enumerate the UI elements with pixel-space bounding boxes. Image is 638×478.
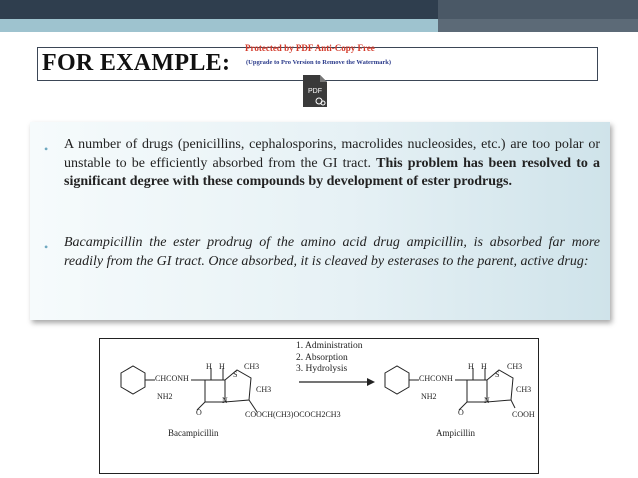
left-h1: H [206, 362, 212, 371]
right-h1: H [468, 362, 474, 371]
pdf-file-icon [302, 74, 328, 108]
top-bar-notch-lower [438, 19, 638, 32]
bullet-2: • [44, 240, 49, 254]
left-ester: COOCH(CH3)OCOCH2CH3 [245, 410, 341, 419]
right-n: N [484, 396, 490, 405]
step-1: 1. Administration [296, 341, 363, 351]
left-n: N [222, 396, 228, 405]
reaction-steps [296, 341, 363, 376]
right-ch3-a: CH3 [507, 362, 523, 371]
pdf-icon-label: PDF [308, 88, 322, 95]
paragraph-1-bold: This problem has been resolved to a significant degree with these compounds by development of ester prodrugs. [64, 155, 600, 189]
right-cooh: COOH [512, 410, 535, 419]
watermark-line-2: (Upgrade to Pro Version to Remove the Watermark) [246, 59, 392, 66]
left-ch3-a: CH3 [244, 362, 260, 371]
bullet-1: • [44, 142, 49, 156]
content-box [30, 122, 610, 320]
right-ch3-b: CH3 [516, 385, 532, 394]
step-2: 2. Absorption [296, 352, 348, 363]
paragraph-2: Bacampicillin the ester prodrug of the amino acid drug ampicillin, is absorbed far more readily from the GI tract. Once absorbed, it is cleaved by esterases to the parent, active drug: [64, 235, 600, 269]
left-nh2: NH2 [157, 392, 173, 401]
right-molecule-name: Ampicillin [436, 428, 475, 438]
right-chconh: CHCONH [419, 374, 453, 383]
paragraph-1 [64, 136, 600, 192]
left-chconh: CHCONH [155, 374, 189, 383]
left-h2: H [219, 362, 225, 371]
paragraph-1-text: A number of drugs (penicillins, cephalosporins, macrolides nucleosides, etc.) are too polar or unstable to be efficiently absorbed from the GI tract. [64, 137, 600, 171]
right-o: O [458, 408, 464, 417]
right-nh2: NH2 [421, 392, 437, 401]
right-h2: H [481, 362, 487, 371]
left-ch3-b: CH3 [256, 385, 272, 394]
left-molecule-name: Bacampicillin [168, 428, 219, 438]
left-o: O [196, 408, 202, 417]
left-s: S [233, 370, 238, 379]
slide-title: FOR EXAMPLE: [42, 50, 231, 76]
right-s: S [495, 370, 500, 379]
watermark-line-1: Protected by PDF Anti-Copy Free [245, 43, 375, 53]
step-3: 3. Hydrolysis [296, 364, 348, 374]
